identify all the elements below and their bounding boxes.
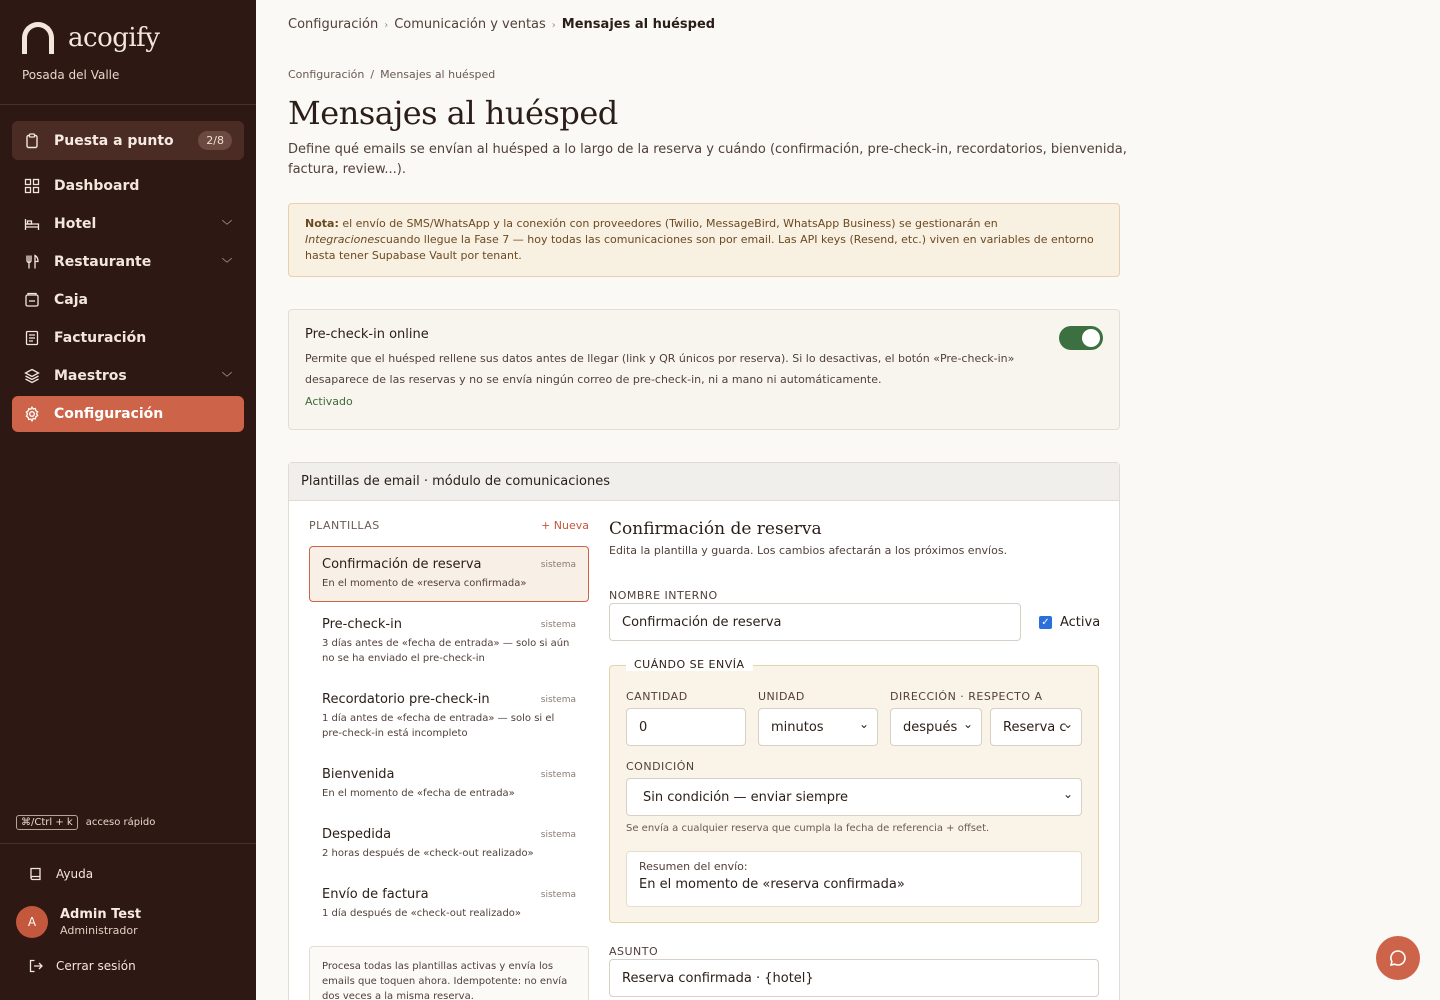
setup-progress-button[interactable] <box>12 121 244 160</box>
brand-name: acogify <box>68 23 160 53</box>
sidebar-nav <box>12 168 244 434</box>
user-role: Administrador <box>60 924 138 937</box>
template-list-header <box>309 519 589 532</box>
book-icon <box>28 866 44 882</box>
process-templates-card: Procesa todas las plantillas activas y envía los emails que toquen ahora. Idempotente: no envía dos veces a la misma reserva. <box>309 946 589 1000</box>
template-editor <box>609 519 1101 986</box>
sidebar-item-hotel[interactable] <box>12 206 244 242</box>
template-tag: sistema <box>540 620 576 630</box>
property-name: Posada del Valle <box>22 68 120 82</box>
avatar: A <box>16 906 48 938</box>
sidebar-item-restaurante[interactable] <box>12 244 244 280</box>
setup-label: Puesta a punto <box>54 132 174 149</box>
template-name: Recordatorio pre-check-in <box>322 692 490 707</box>
template-item[interactable] <box>309 816 589 872</box>
gear-icon <box>24 406 40 422</box>
bed-icon <box>24 216 40 232</box>
sidebar-item-label: Restaurante <box>54 254 152 270</box>
condition-select[interactable]: Sin condición — enviar siempre ⌄ <box>626 778 1082 816</box>
precheck-description: Permite que el huésped rellene sus datos antes de llegar (link y QR únicos por reserva). Si lo desactivas, el botón «Pre-check-in» desaparece de las reservas y no se envía ningún correo de pre-check-in, ni a mano ni automáticamente. <box>305 352 1015 386</box>
template-tag: sistema <box>540 695 576 705</box>
template-desc: 3 días antes de «fecha de entrada» — solo si aún no se ha enviado el pre-check-in <box>322 638 570 664</box>
secondary-breadcrumb <box>288 68 495 81</box>
sidebar-item-label: Caja <box>54 292 88 308</box>
chevron-down-icon: ﹀ <box>222 258 232 270</box>
template-item[interactable] <box>309 606 589 677</box>
precheck-status: Activado <box>305 395 353 408</box>
logout-button[interactable] <box>28 958 136 974</box>
sidebar-item-configuracion[interactable] <box>12 396 244 432</box>
integrations-link: Integraciones <box>305 233 380 246</box>
template-item[interactable] <box>309 756 589 812</box>
layers-icon <box>24 368 40 384</box>
template-item[interactable] <box>309 876 589 932</box>
template-item[interactable] <box>309 546 589 602</box>
breadcrumb-separator-icon: › <box>384 20 389 31</box>
subject-input[interactable]: Reserva confirmada · {hotel} <box>609 959 1099 997</box>
template-list-title: PLANTILLAS <box>309 519 380 532</box>
note-label: Nota: <box>305 217 339 230</box>
condition-hint: Se envía a cualquier reserva que cumpla la fecha de referencia + offset. <box>626 823 990 834</box>
template-list <box>309 519 589 936</box>
help-link[interactable] <box>28 866 93 882</box>
sidebar-item-maestros[interactable] <box>12 358 244 394</box>
reference-select[interactable]: Reserva c ⌄ <box>990 708 1082 746</box>
unit-label: UNIDAD <box>758 690 805 703</box>
sidebar <box>0 0 256 1000</box>
logout-icon <box>28 958 44 974</box>
sidebar-divider <box>0 843 256 844</box>
template-tag: sistema <box>540 770 576 780</box>
template-tag: sistema <box>540 890 576 900</box>
note-text: el envío de SMS/WhatsApp y la conexión con proveedores (Twilio, MessageBird, WhatsApp Business) se gestionarán en <box>338 217 998 230</box>
panel-title: Plantillas de email · módulo de comunicaciones <box>289 463 1119 501</box>
sidebar-item-label: Configuración <box>54 406 164 422</box>
template-desc: 1 día después de «check-out realizado» <box>322 908 522 919</box>
subject-label: ASUNTO <box>609 945 659 958</box>
acogify-logo-icon <box>22 22 54 54</box>
user-meta <box>60 907 141 937</box>
sidebar-divider <box>0 104 256 105</box>
precheck-card <box>288 309 1120 430</box>
breadcrumb-current: Mensajes al huésped <box>380 68 496 81</box>
when-legend: CUÁNDO SE ENVÍA <box>626 658 753 671</box>
shortcut-keys: ⌘/Ctrl + k <box>16 815 78 830</box>
direction-label: DIRECCIÓN · RESPECTO A <box>890 690 1043 703</box>
active-checkbox[interactable]: ✓ <box>1039 616 1052 629</box>
dashboard-icon <box>24 178 40 194</box>
user-profile[interactable] <box>16 906 141 938</box>
template-tag: sistema <box>540 830 576 840</box>
template-name: Despedida <box>322 827 392 842</box>
active-checkbox-row[interactable] <box>1039 615 1100 630</box>
template-name: Pre-check-in <box>322 617 402 632</box>
template-tag: sistema <box>540 560 576 570</box>
template-name: Confirmación de reserva <box>322 557 482 572</box>
new-template-button[interactable]: + Nueva <box>541 519 589 532</box>
invoice-icon <box>24 330 40 346</box>
template-item[interactable] <box>309 681 589 752</box>
direction-select[interactable]: después ⌄ <box>890 708 982 746</box>
logout-label: Cerrar sesión <box>56 959 136 973</box>
page-title: Mensajes al huésped <box>288 94 618 132</box>
condition-label: CONDICIÓN <box>626 760 695 773</box>
breadcrumb-current: Mensajes al huésped <box>561 17 716 32</box>
integrations-note <box>288 203 1120 277</box>
summary-value: En el momento de «reserva confirmada» <box>639 877 905 892</box>
page-description: Define qué emails se envían al huésped a lo largo de la reserva y cuándo (confirmación, pre-check-in, recordatorios, bienvenida, factura, review...). <box>288 142 1127 177</box>
sidebar-item-label: Maestros <box>54 368 127 384</box>
chevron-down-icon: ﹀ <box>222 372 232 384</box>
sidebar-item-label: Dashboard <box>54 178 140 194</box>
name-label: NOMBRE INTERNO <box>609 589 718 602</box>
note-text: cuando llegue la Fase 7 — hoy todas las comunicaciones son por email. Las API keys (Resend, etc.) viven en variables de entorno hasta tener Supabase Vault por tenant. <box>305 233 1094 262</box>
breadcrumb-item[interactable]: Configuración <box>288 68 365 81</box>
sidebar-item-label: Hotel <box>54 216 97 232</box>
editor-title: Confirmación de reserva <box>609 519 822 539</box>
unit-select[interactable]: minutos ⌄ <box>758 708 878 746</box>
editor-subtitle: Edita la plantilla y guarda. Los cambios afectarán a los próximos envíos. <box>609 544 1008 557</box>
clipboard-icon <box>24 133 40 149</box>
quick-access-shortcut[interactable] <box>16 815 155 830</box>
quantity-label: CANTIDAD <box>626 690 688 703</box>
breadcrumb-separator-icon: › <box>551 20 556 31</box>
breadcrumb-separator: / <box>370 68 375 81</box>
breadcrumb-item[interactable]: Comunicación y ventas <box>394 17 546 32</box>
active-label: Activa <box>1060 615 1101 630</box>
utensils-icon <box>24 254 40 270</box>
send-summary <box>626 851 1082 907</box>
brand-logo[interactable] <box>22 22 160 54</box>
name-input[interactable]: Confirmación de reserva <box>609 603 1021 641</box>
template-desc: En el momento de «reserva confirmada» <box>322 578 527 589</box>
chat-button[interactable] <box>1376 936 1420 980</box>
template-name: Bienvenida <box>322 767 395 782</box>
templates-panel <box>288 462 1120 1000</box>
sidebar-item-caja[interactable] <box>12 282 244 318</box>
sidebar-item-label: Facturación <box>54 330 147 346</box>
sidebar-item-facturacion[interactable] <box>12 320 244 356</box>
shortcut-label: acceso rápido <box>85 817 156 828</box>
chat-bubble-icon <box>1388 948 1408 968</box>
precheck-title: Pre-check-in online <box>305 327 429 342</box>
template-desc: 1 día antes de «fecha de entrada» — solo si el pre-check-in está incompleto <box>322 713 555 739</box>
template-desc: En el momento de «fecha de entrada» <box>322 788 515 799</box>
quantity-input[interactable]: 0 <box>626 708 746 746</box>
breadcrumb <box>288 17 715 32</box>
breadcrumb-item[interactable]: Configuración <box>288 17 379 32</box>
user-name: Admin Test <box>60 907 142 922</box>
summary-label: Resumen del envío: <box>639 860 748 873</box>
cash-register-icon <box>24 292 40 308</box>
template-name: Envío de factura <box>322 887 429 902</box>
setup-progress-badge: 2/8 <box>198 131 232 150</box>
help-label: Ayuda <box>56 867 94 881</box>
template-desc: 2 horas después de «check-out realizado» <box>322 848 534 859</box>
precheck-toggle[interactable] <box>1059 326 1103 350</box>
when-fieldset <box>609 658 1099 923</box>
chevron-down-icon: ﹀ <box>222 220 232 232</box>
sidebar-item-dashboard[interactable] <box>12 168 244 204</box>
